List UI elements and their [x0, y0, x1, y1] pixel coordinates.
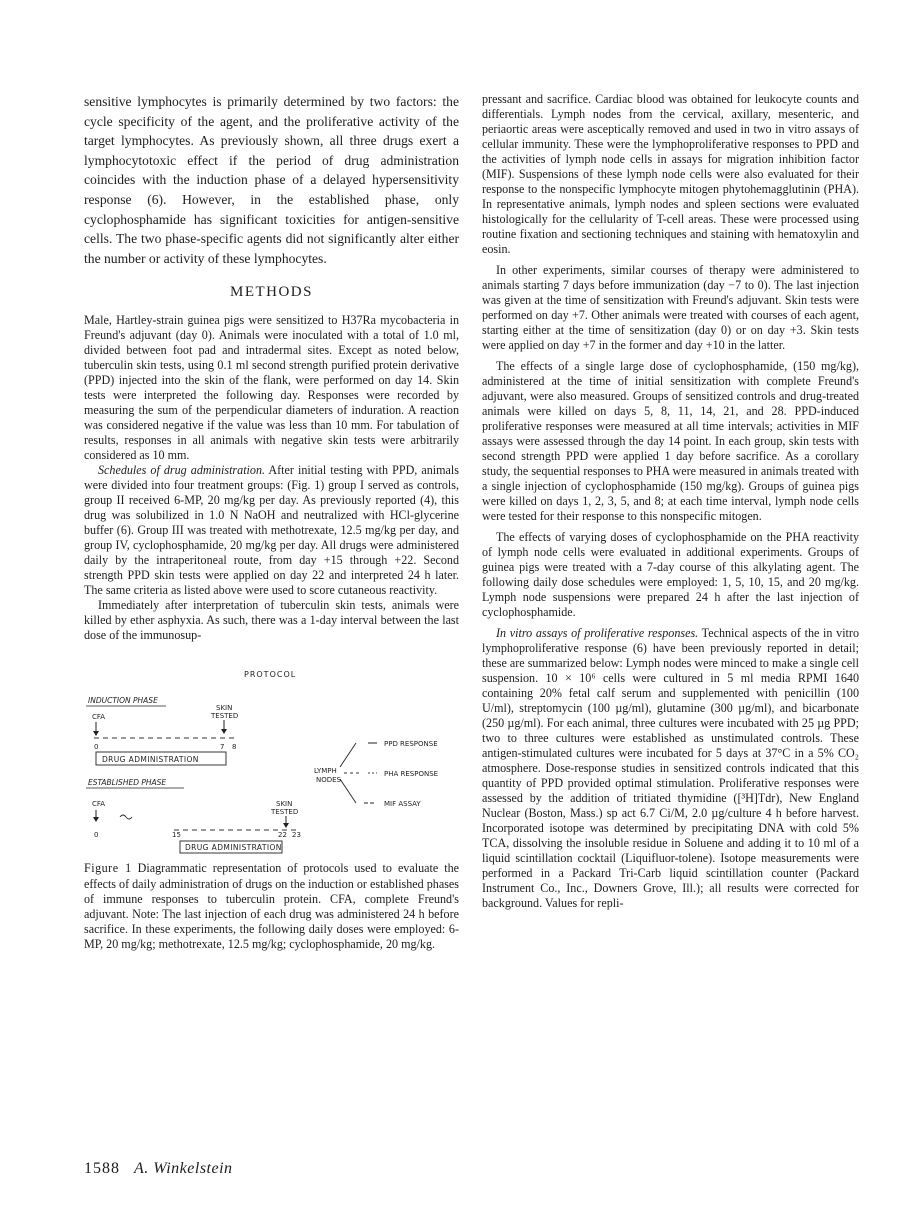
- mif-assay-label: MIF ASSAY: [384, 800, 421, 809]
- figure-1: [84, 665, 459, 965]
- page-number: 1588: [84, 1160, 120, 1177]
- time-break-icon: [120, 815, 132, 819]
- induction-cfa-label: CFA: [92, 713, 106, 722]
- right-column: [482, 92, 859, 911]
- established-phase-label: ESTABLISHED PHASE: [88, 778, 167, 788]
- right-paragraph-1: pressant and sacrifice. Cardiac blood was obtained for leukocyte counts and differentials. Lymph nodes from the cervical, axillary, mesenteric, and periaortic areas were asceptically removed and used in two in vitro assays of cellular immunity. These were the lymphoproliferative responses to PPD and the activities of lymph node cells in assays for migration inhibition factor (MIF). Suspensions of these lymph node cells were also evaluated for their response to the nonspecific lymphocyte mitogen phytohemagglutinin (PHA). In representative animals, lymph nodes and spleen sections were evaluated histologically for the cellularity of T-cell areas. These were processed using routine fixation and sectioning techniques and staining with hematoxylin and eosin.: [482, 92, 859, 256]
- methods-paragraph-1: Male, Hartley-strain guinea pigs were sensitized to H37Ra mycobacteria in Freund's adjuvant (day 0). Animals were inoculated with a total of 1.0 ml, divided between foot pad and intradermal sites. Except as noted below, tuberculin skin tests, using 0.1 ml second strength purified protein derivative (PPD) injected into the skin of the flank, were performed on day 14. Skin tests were interpreted the following day. Responses were recorded by measuring the sum of the perpendicular diameters of induration. A reaction was considered negative if the value was less than 10 mm. For tabulation of results, responses in all animals with negative skin tests were arbitrarily considered as 10 mm.: [84, 313, 459, 463]
- established-tick-15: 15: [172, 831, 181, 840]
- branch-to-mif: [340, 779, 356, 803]
- established-tick-22: 22: [278, 831, 287, 840]
- nodes-label: NODES: [316, 776, 342, 785]
- branch-to-ppd: [340, 743, 356, 767]
- established-cfa-arrowhead: [93, 817, 99, 822]
- in-vitro-text: Technical aspects of the in vitro lymphoproliferative response (6) have been previously reported in detail; these are summarized below: Lymph nodes were minced to make a single cell suspension. 10 × 10⁶ cells were cultured in 5 ml media RPMI 1640 containing 20% fetal calf serum and supplemented with penicillin (100 U/ml), streptomycin (100 µg/ml), glutamine (300 µg/ml), and bicarbonate (250 µg/ml). For each animal, three cultures were incubated with 25 µg PPD; two to three cultures were established as unstimulated controls. These antigen-stimulated cultures were incubated for 5 days at 37°C in a 5% CO₂ atmosphere. Dose-response studies in sensitized controls indicated that this quantity of PPD provided optimal stimulation. Proliferative responses were assessed by the addition of tritiated thymidine ([³H]Tdr), New England Nuclear (Boston, Mass.) sp act 6.7 Ci/M, 2.0 µg/culture 4 h before harvest. Incorporated isotope was determined by precipitating DNA with cold 5% TCA, dissolving the insoluble residue in Soluene and adding it to 10 ml of a liquid scintillation cocktail (Liquifluor-tolene). Isotope measurements were performed in a Packard Tri-Carb liquid scintillation counter (Packard Instrument Co., Inc., Downers Grove, Ill.); all results were corrected for background. Values for repli-: [482, 626, 859, 910]
- established-drug-label: DRUG ADMINISTRATION: [185, 843, 282, 853]
- induction-cfa-arrowhead: [93, 731, 99, 736]
- induction-tick-8: 8: [232, 743, 237, 752]
- in-vitro-title: In vitro assays of proliferative responses.: [496, 626, 699, 640]
- lymph-label: LYMPH: [314, 767, 337, 776]
- induction-drug-label: DRUG ADMINISTRATION: [102, 755, 199, 765]
- ppd-response-label: PPD RESPONSE: [384, 740, 438, 749]
- induction-tick-7: 7: [220, 743, 225, 752]
- schedules-title: Schedules of drug administration.: [98, 463, 266, 478]
- established-skin-arrowhead: [283, 823, 289, 828]
- schedules-paragraph: [84, 463, 459, 598]
- established-tick-23: 23: [292, 831, 301, 840]
- intro-paragraph: sensitive lymphocytes is primarily determined by two factors: the cycle specificity of the agent, and the proliferative activity of the target lymphocytes. As previously shown, all three drugs exert a lymphocytotoxic effect if the period of drug administration coincides with the induction phase of a delayed hypersensitivity response (6). However, in the established phase, only cyclophosphamide has significant toxicities for antigen-sensitive cells. The two phase-specific agents did not significantly alter either the number or activity of these lymphocytes.: [84, 94, 459, 266]
- figure-caption: [84, 861, 459, 952]
- right-paragraph-2: In other experiments, similar courses of therapy were administered to animals starting 7 days before immunization (day −7 to 0). The last injection was given at the time of sensitization with Freund's adjuvant. Skin tests were performed on day +7. Other animals were treated with courses of each agent, starting either at the time of sensitization (day 0) or on day +3. Skin tests were applied on day +7 in the former and day +10 in the latter.: [482, 263, 859, 352]
- induction-skin-label: SKIN: [216, 704, 233, 713]
- right-paragraph-3: The effects of a single large dose of cyclophosphamide, (150 mg/kg), administered at the time of initial sensitization with complete Freund's adjuvant, were also measured. Groups of sensitized controls and drug-treated animals were killed on days 5, 8, 11, 14, 21, and 28. PPD-induced proliferative responses were measured at all time intervals; activities in MIF assays were assessed through the day 14 point. In each group, skin tests with second strength PPD were applied 1 day before sacrifice. As a corollary study, the sequential responses to PHA were measured in animals treated with a single injection of cyclophosphamide (150 mg/kg). Groups of guinea pigs were killed on days 1, 2, 3, 5, and 8; at each time interval, lymph node cells were tested for their response to this nonspecific mitogen.: [482, 359, 859, 523]
- induction-phase-label: INDUCTION PHASE: [88, 696, 158, 706]
- established-skin-label: SKIN: [276, 800, 293, 809]
- figure-title: PROTOCOL: [244, 670, 297, 680]
- methods-heading: METHODS: [229, 284, 313, 301]
- established-tested-label: TESTED: [271, 808, 299, 817]
- induction-tested-label: TESTED: [211, 712, 239, 721]
- established-cfa-label: CFA: [92, 800, 106, 809]
- schedules-text: After initial testing with PPD, animals were divided into four treatment groups: (Fig. 1) group I served as controls, group II received 6-MP, 20 mg/kg per day. As previously reported (4), this drug was solubilized in 1.0 N NaOH and neutralized with HCl-glycerine buffer (6). Group III was treated with methotrexate, 12.5 mg/kg per day, and group IV, cyclophosphamide, 20 mg/kg per day. All drugs were administered daily by the intraperitoneal route, from day +15 through +22. Second strength PPD skin tests were applied on day 22 and interpreted 24 h later. The same criteria as listed above were used to score cutaneous reactivity.: [84, 463, 459, 598]
- right-paragraph-5: [482, 626, 859, 911]
- author-running-head: A. Winkelstein: [134, 1160, 233, 1177]
- methods-paragraph-3: Immediately after interpretation of tuberculin skin tests, animals were killed by ether asphyxia. As such, there was a 1-day interval between the last dose of the immunosup-: [84, 598, 459, 643]
- page-footer: [84, 1160, 233, 1178]
- figure-caption-text: Diagrammatic representation of protocols used to evaluate the effects of daily administration of drugs on the induction or established phases of immune responses to tuberculin protein. CFA, complete Freund's adjuvant. Note: The last injection of each drug was administered 24 h before sacrifice. In these experiments, the following daily doses were employed: 6-MP, 20 mg/kg; methotrexate, 12.5 mg/kg; cyclophosphamide, 20 mg/kg.: [84, 861, 459, 952]
- left-column: [84, 92, 459, 965]
- pha-response-label: PHA RESPONSE: [384, 770, 439, 779]
- established-tick-0: 0: [94, 831, 99, 840]
- figure-caption-label: Figure 1: [84, 861, 132, 876]
- induction-skin-arrowhead: [221, 729, 227, 734]
- right-paragraph-4: The effects of varying doses of cyclophosphamide on the PHA reactivity of lymph node cells were evaluated in additional experiments. Groups of guinea pigs were treated with a 7-day course of this alkylating agent. The following daily dose schedules were employed: 1, 5, 10, 15, and 20 mg/kg. Lymph node suspensions were prepared 24 h after the last injection of cyclophosphamide.: [482, 530, 859, 619]
- induction-tick-0: 0: [94, 743, 99, 752]
